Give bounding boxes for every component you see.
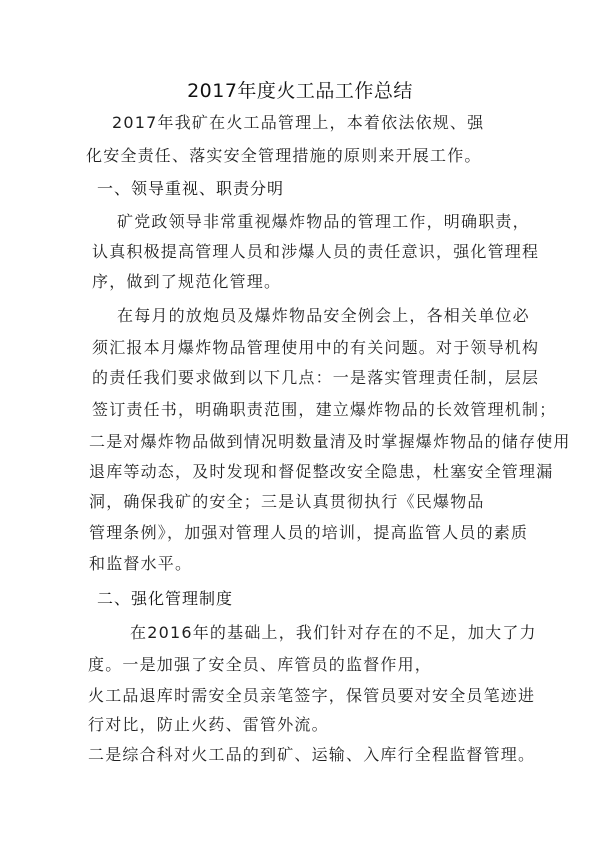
paragraph-line: 序，做到了规范化管理。 (92, 272, 282, 291)
paragraph-line: 二是综合科对火工品的到矿、运输、入库行全程监督管理。 (88, 745, 536, 764)
intro-line: 2017年我矿在火工品管理上，本着依法依规、强 (112, 113, 485, 132)
document-title: 2017年度火工品工作总结 (187, 80, 413, 102)
paragraph-line: 二是对爆炸物品做到情况明数量清及时掌握爆炸物品的储存使用 (89, 432, 571, 451)
paragraph-line: 火工品退库时需安全员亲笔签字，保管员要对安全员笔迹进 (88, 686, 536, 705)
paragraph-line: 在2016年的基础上，我们针对存在的不足，加大了力 (130, 623, 537, 642)
paragraph-line: 认真积极提高管理人员和涉爆人员的责任意识，强化管理程 (92, 242, 540, 261)
paragraph-line: 管理条例》，加强对管理人员的培训，提高监管人员的素质 (89, 523, 529, 542)
paragraph-line: 矿党政领导非常重视爆炸物品的管理工作，明确职责， (117, 212, 530, 231)
paragraph-line: 行对比，防止火药、雷管外流。 (88, 715, 329, 734)
paragraph-line: 须汇报本月爆炸物品管理使用中的有关问题。对于领导机构 (92, 338, 540, 357)
paragraph-line: 签订责任书，明确职责范围，建立爆炸物品的长效管理机制； (92, 400, 557, 419)
intro-line: 化安全责任、落实安全管理措施的原则来开展工作。 (86, 146, 482, 165)
section-heading: 一、领导重视、职责分明 (97, 179, 285, 198)
paragraph-line: 退库等动态，及时发现和督促整改安全隐患，杜塞安全管理漏 (89, 462, 554, 481)
section-heading: 二、强化管理制度 (97, 589, 234, 608)
paragraph-line: 在每月的放炮员及爆炸物品安全例会上，各相关单位必 (117, 306, 530, 325)
paragraph-line: 和监督水平。 (89, 554, 193, 573)
paragraph-line: 度。一是加强了安全员、库管员的监督作用， (88, 655, 433, 674)
paragraph-line: 的责任我们要求做到以下几点：一是落实管理责任制，层层 (92, 368, 540, 387)
paragraph-line: 洞，确保我矿的安全；三是认真贯彻执行《民爆物品 (89, 492, 485, 511)
